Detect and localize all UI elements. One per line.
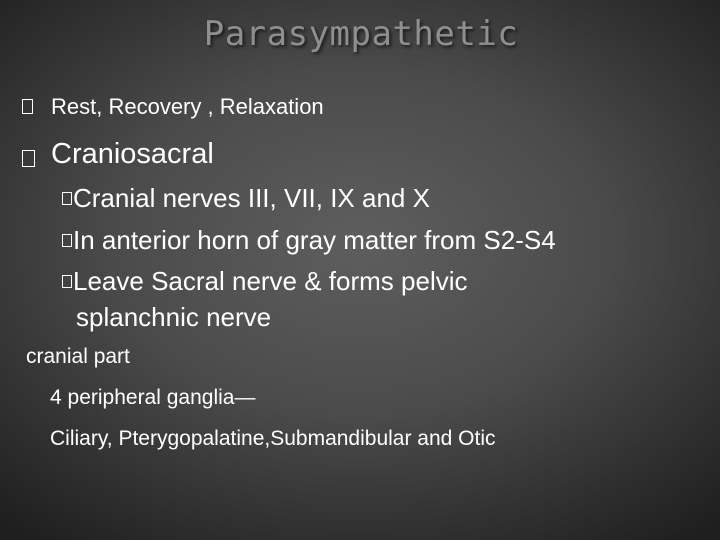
sub-bullet-item	[62, 183, 430, 214]
missing-glyph-bullet-icon	[22, 99, 33, 114]
missing-glyph-bullet-icon	[62, 275, 72, 288]
bullet-text: Craniosacral	[51, 138, 214, 170]
slide-title: Parasympathetic	[203, 14, 519, 54]
sub-bullet-item	[62, 266, 468, 297]
note-line: Ciliary, Pterygopalatine,Submandibular and Otic	[50, 427, 496, 450]
sub-bullet-text: Leave Sacral nerve & forms pelvic	[73, 266, 468, 296]
missing-glyph-bullet-icon	[62, 234, 72, 247]
sub-bullet-continuation: splanchnic nerve	[76, 302, 272, 332]
bullet-text: Rest, Recovery , Relaxation	[51, 94, 324, 119]
note-line: cranial part	[26, 345, 130, 368]
missing-glyph-bullet-icon	[22, 150, 35, 167]
missing-glyph-bullet-icon	[62, 192, 72, 205]
sub-bullet-text: In anterior horn of gray matter from S2-S4	[73, 225, 556, 255]
sub-bullet-text: Cranial nerves III, VII, IX and X	[73, 183, 430, 213]
note-line: 4 peripheral ganglia—	[50, 386, 256, 409]
sub-bullet-item	[62, 225, 556, 256]
